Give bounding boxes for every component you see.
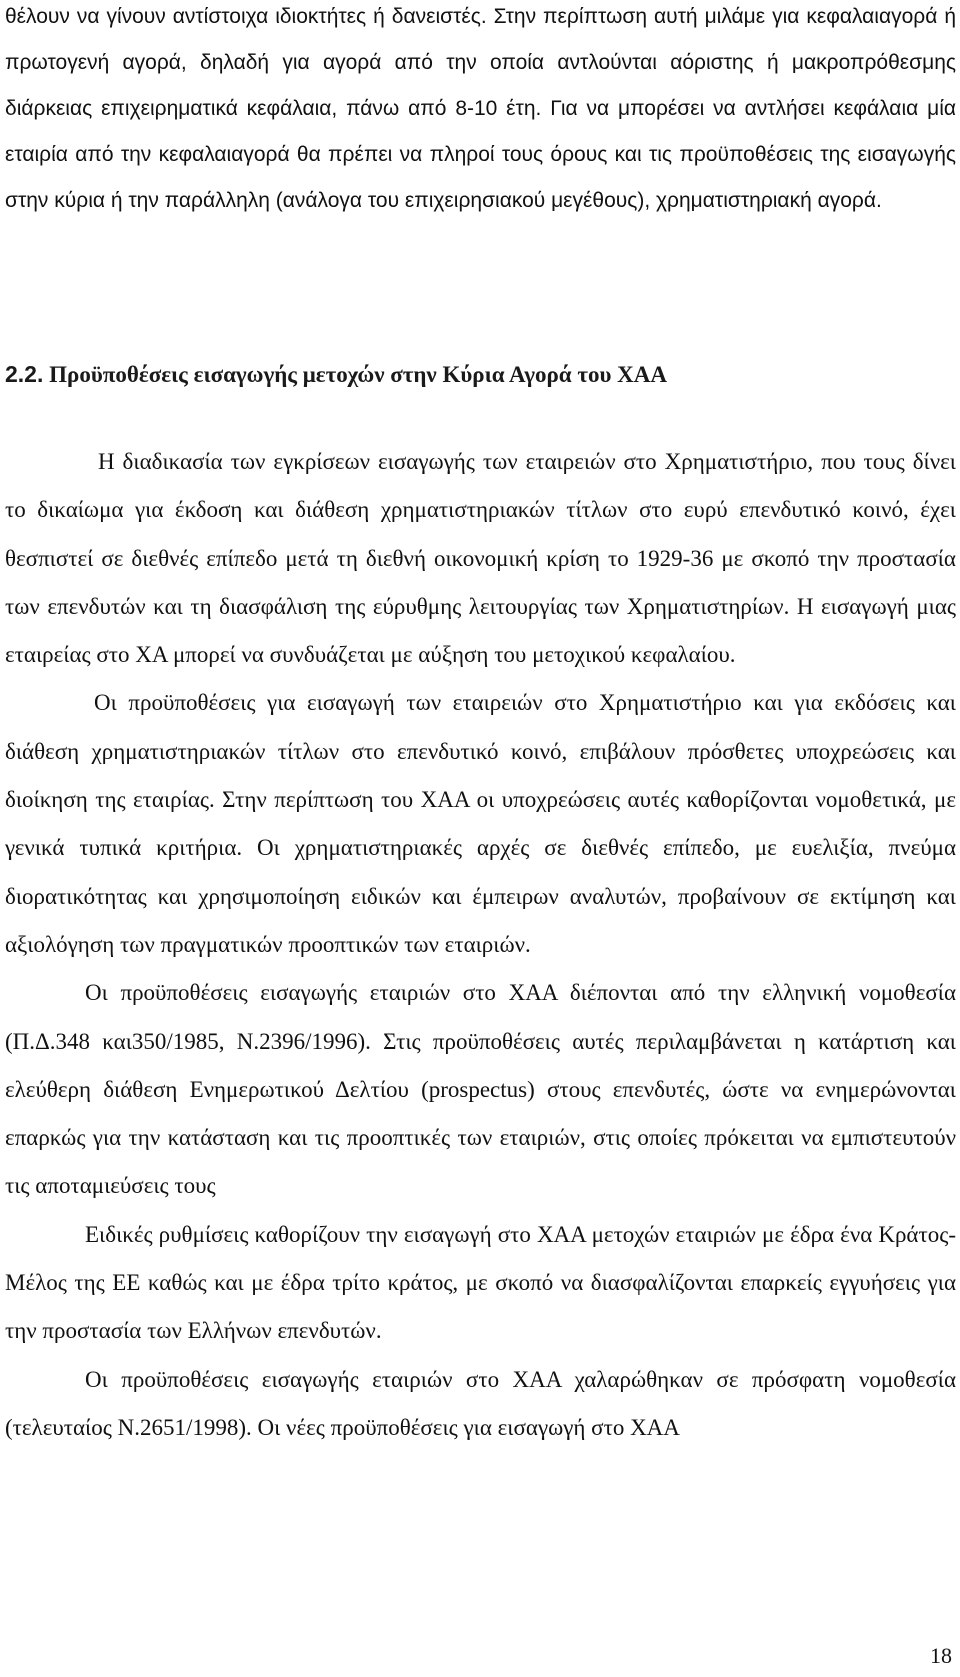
body-paragraph-3: Οι προϋποθέσεις εισαγωγής εταιριών στο ΧΑΑ διέπονται από την ελληνική νομοθεσία (Π.Δ.348 και350/1985, Ν.2396/1996). Στις προϋποθέσεις αυτές περιλαμβάνεται η κατάρτιση και ελεύθερη διάθεση Ενημερωτικού Δελτίου (prospectus) στους επενδυτές, ώστε να ενημερώνονται επαρκώς για την κατάσταση και τις προοπτικές των εταιριών, στις οποίες πρόκειται να εμπιστευτούν τις αποταμιεύσεις τους [5,980,956,1199]
section-number: 2.2. [5,361,44,387]
body-paragraph-2: Οι προϋποθέσεις για εισαγωγή των εταιρειών στο Χρηματιστήριο και για εκδόσεις και διάθεση χρηματιστηριακών τίτλων στο επενδυτικό κοινό, επιβάλουν πρόσθετες υποχρεώσεις και διοίκηση της εταιρίας. Στην περίπτωση του ΧΑΑ οι υποχρεώσεις αυτές καθορίζονται νομοθετικά, με γενικά τυπικά κριτήρια. Οι χρηματιστηριακές αρχές σε διεθνές επίπεδο, με ευελιξία, πνεύμα διορατικότητας και χρησιμοποίηση ειδικών και έμπειρων αναλυτών, προβαίνουν σε εκτίμηση και αξιολόγηση των πραγματικών προοπτικών των εταιριών. [5,690,956,957]
section-body [5,438,956,1452]
section-title: Προϋποθέσεις εισαγωγής μετοχών στην Κύρια Αγορά του ΧΑΑ [49,362,667,387]
body-paragraph-5: Οι προϋποθέσεις εισαγωγής εταιριών στο ΧΑΑ χαλαρώθηκαν σε πρόσφατη νομοθεσία (τελευταίος Ν.2651/1998). Οι νέες προϋποθέσεις για εισαγωγή στο ΧΑΑ [5,1366,956,1440]
section-heading [5,359,667,390]
intro-paragraph: θέλουν να γίνουν αντίστοιχα ιδιοκτήτες ή δανειστές. Στην περίπτωση αυτή μιλάμε για κεφαλαιαγορά ή πρωτογενή αγορά, δηλαδή για αγορά από την οποία αντλούνται αόριστης ή μακροπρόθεσμης διάρκειας επιχειρηματικά κεφάλαια, πάνω από 8-10 έτη. Για να μπορέσει να αντλήσει κεφάλαια μία εταιρία από την κεφαλαιαγορά θα πρέπει να πληροί τους όρους και τις προϋποθέσεις της εισαγωγής στην κύρια ή την παράλληλη (ανάλογα του επιχειρησιακού μεγέθους), χρηματιστηριακή αγορά. [5,5,956,212]
body-paragraph-4: Ειδικές ρυθμίσεις καθορίζουν την εισαγωγή στο ΧΑΑ μετοχών εταιριών με έδρα ένα Κράτος-Μέλος της ΕΕ καθώς και με έδρα τρίτο κράτος, με σκοπό να διασφαλίζονται επαρκείς εγγυήσεις για την προστασία των Ελλήνων επενδυτών. [5,1221,956,1344]
body-paragraph-1: Η διαδικασία των εγκρίσεων εισαγωγής των εταιρειών στο Χρηματιστήριο, που τους δίνει το δικαίωμα για έκδοση και διάθεση χρηματιστηριακών τίτλων στο ευρύ επενδυτικό κοινό, έχει θεσπιστεί σε διεθνές επίπεδο μετά τη διεθνή οικονομική κρίση το 1929-36 με σκοπό την προστασία των επενδυτών και τη διασφάλιση της εύρυθμης λειτουργίας των Χρηματιστηρίων. Η εισαγωγή μιας εταιρείας στο ΧΑ μπορεί να συνδυάζεται με αύξηση του μετοχικού κεφαλαίου. [5,449,956,668]
page-number: 18 [930,1643,952,1668]
